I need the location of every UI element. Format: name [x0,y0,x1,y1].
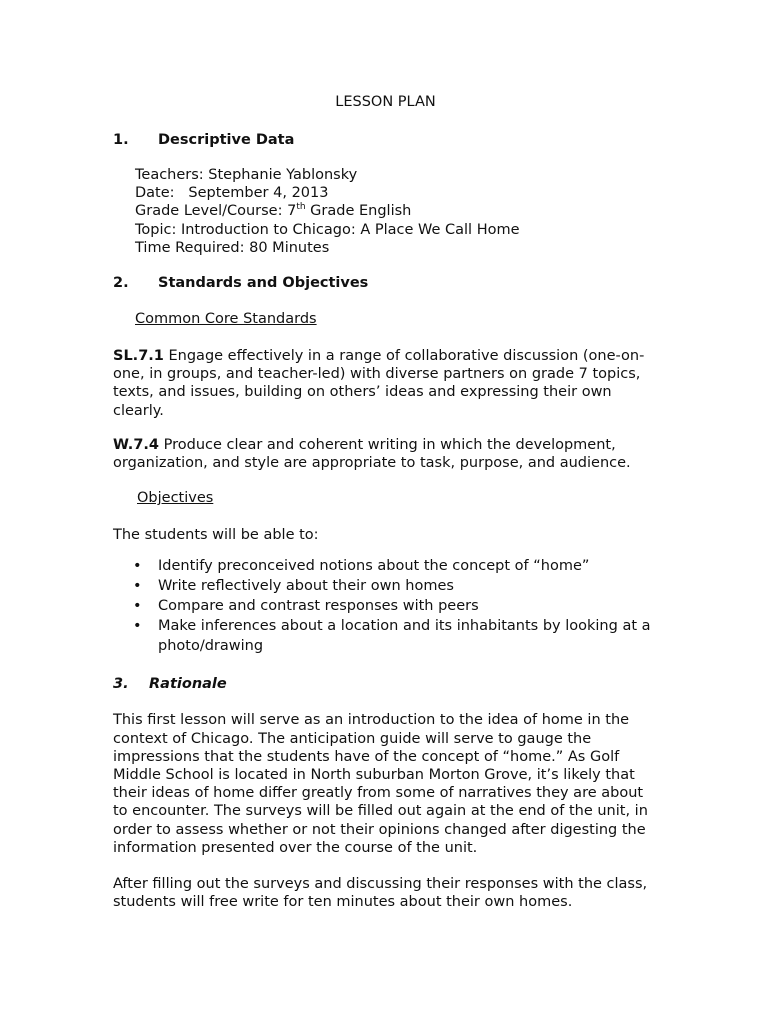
common-core-heading: Common Core Standards [135,311,317,328]
list-item: • Identify preconceived notions about the concept of “home” [133,558,590,575]
section-number: 1. [113,132,129,148]
grade-suffix: Grade English [305,203,412,220]
list-item: • Compare and contrast responses with peers [133,598,479,615]
section-heading-standards-objectives [113,273,658,293]
date-line: Date: September 4, 2013 [135,185,329,202]
section-number: 2. [113,275,129,292]
standard-w-7-4 [113,436,658,472]
grade-prefix: Grade Level/Course: 7 [135,203,297,220]
document-title: LESSON PLAN [335,94,436,110]
objectives-heading: Objectives [137,490,214,507]
time-line: Time Required: 80 Minutes [135,239,330,256]
bullet-icon: • [133,558,142,575]
standard-text: Produce clear and coherent writing in which the development, organization, and style are appropriate to task, purpose, and audience. [113,436,631,472]
document-page [113,92,658,927]
list-item: • Write reflectively about their own homes [133,578,454,595]
topic-line: Topic: Introduction to Chicago: A Place We Call Home [135,221,520,238]
objectives-intro: The students will be able to: [113,527,319,544]
descriptive-data-block [135,166,658,257]
list-item: • Make inferences about a location and its inhabitants by looking at a photo/drawing [133,618,651,655]
section-heading-rationale [113,674,658,694]
standard-code: W.7.4 [113,436,160,453]
standard-code: SL.7.1 [113,348,164,365]
section-number: 3. [113,676,129,693]
grade-ordinal: th [296,202,306,213]
section-title: Rationale [149,676,227,693]
objectives-list [113,556,658,656]
rationale-paragraph-1: This first lesson will serve as an introduction to the idea of home in the context of Chicago. The anticipation guide will serve to gauge the impressions that the students have of the concept of “home.” As Golf Middle School is located in North suburban Morton Grove, it’s likely that their ideas of home differ greatly from some of narratives they are about to encounter. The surveys will be filled out again at the end of the unit, in order to assess whether or not their opinions changed after digesting the information presented over the course of the unit. [113,712,648,856]
teachers-line: Teachers: Stephanie Yablonsky [135,167,358,183]
section-title: Descriptive Data [158,132,295,148]
section-title: Standards and Objectives [158,275,369,292]
standard-sl-7-1 [113,347,658,420]
grade-line [135,202,658,220]
section-heading-descriptive-data [113,130,658,150]
bullet-icon: • [133,598,142,615]
bullet-icon: • [133,578,142,595]
bullet-icon: • [133,618,142,635]
rationale-paragraph-2: After filling out the surveys and discussing their responses with the class, students will free write for ten minutes about their own homes. [113,876,648,911]
standard-text: Engage effectively in a range of collaborative discussion (one-on-one, in groups, and teacher-led) with diverse partners on grade 7 topics, texts, and issues, building on others’ ideas and expressing their own clearly. [113,348,645,419]
